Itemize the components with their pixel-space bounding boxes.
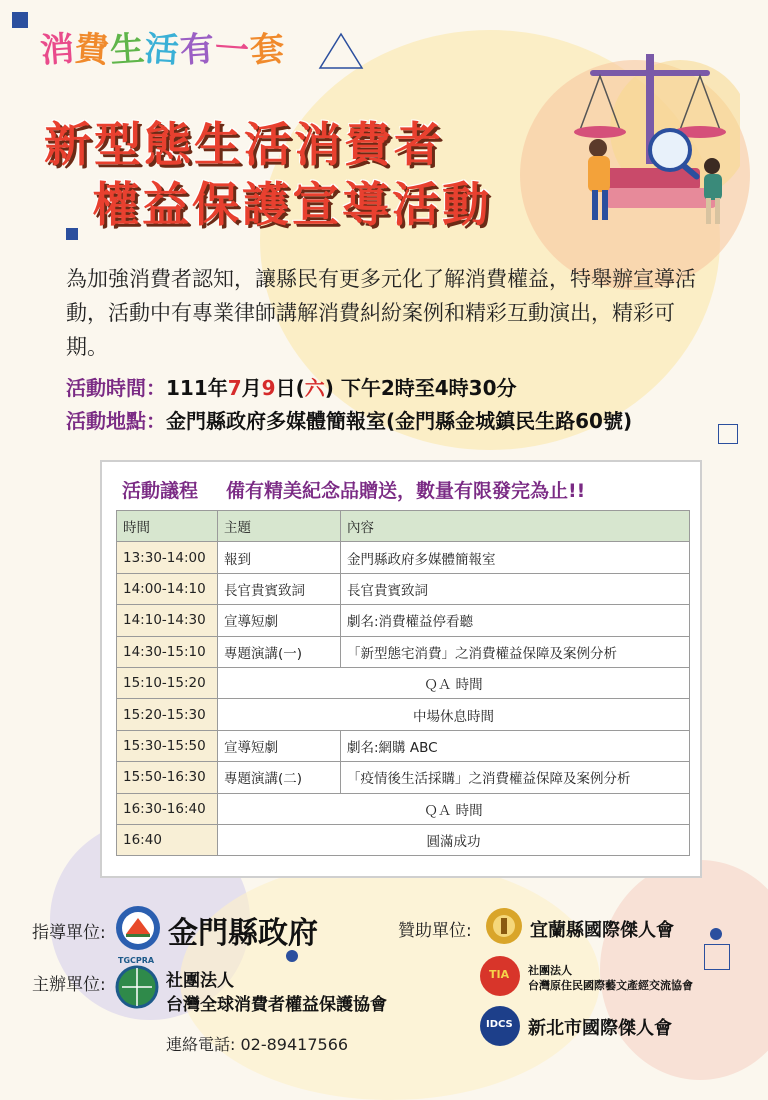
tgcpra-badge-text: TGCPRA — [118, 956, 155, 965]
agenda-card — [100, 460, 702, 878]
agenda-col-topic: 主題 — [218, 511, 341, 542]
deco-dot — [710, 928, 722, 940]
event-time-label: 活動時間： — [66, 376, 166, 400]
agenda-cell-time: 14:30-15:10 — [117, 636, 218, 667]
intro-paragraph: 為加強消費者認知，讓縣民有更多元化了解消費權益，特舉辦宣導活動，活動中有專業律師講解消費糾紛案例和精彩互動演出，精彩可期。 — [66, 267, 696, 359]
tgcpra-logo-icon — [112, 956, 162, 1010]
guide-org: 金門縣政府 — [168, 916, 318, 951]
agenda-col-content: 內容 — [341, 511, 690, 542]
scale-illustration-icon — [560, 40, 740, 230]
table-row — [117, 605, 690, 636]
agenda-header — [122, 476, 585, 503]
agenda-header-row — [117, 511, 690, 542]
table-row — [117, 573, 690, 604]
agenda-col-time: 時間 — [117, 511, 218, 542]
bg-blob-pink — [600, 860, 768, 1080]
agenda-cell-time: 14:10-14:30 — [117, 605, 218, 636]
tagline-char: 有 — [178, 28, 217, 72]
sponsor-2-line-1: 社團法人 — [528, 964, 572, 977]
agenda-cell-content: 劇名:消費權益停看聽 — [341, 605, 690, 636]
sponsor-3-name: 新北市國際傑人會 — [528, 1018, 672, 1039]
agenda-cell-topic: 專題演講(一) — [218, 636, 341, 667]
event-time-day: 9 — [261, 376, 276, 400]
tia-logo-icon — [480, 956, 520, 996]
agenda-cell-topic: 宣導短劇 — [218, 730, 341, 761]
jaycee-logo-icon — [484, 906, 524, 946]
tagline-char: 一 — [213, 28, 252, 72]
deco-square — [12, 12, 28, 28]
agenda-cell-time: 13:30-14:00 — [117, 542, 218, 573]
event-time-line — [66, 372, 517, 401]
event-place-line — [66, 405, 632, 434]
agenda-cell-topic: 專題演講(二) — [218, 762, 341, 793]
idcs-badge-text: IDCS — [486, 1019, 513, 1030]
tagline-char: 活 — [143, 28, 182, 72]
agenda-cell-time: 14:00-14:10 — [117, 573, 218, 604]
agenda-cell-time: 15:30-15:50 — [117, 730, 218, 761]
tagline-char: 套 — [248, 28, 287, 72]
agenda-cell-time: 16:40 — [117, 824, 218, 855]
deco-square-outline — [704, 944, 730, 970]
table-row — [117, 824, 690, 855]
table-row — [117, 542, 690, 573]
agenda-cell-topic: 長官貴賓致詞 — [218, 573, 341, 604]
contact-phone: 連絡電話: 02-89417566 — [166, 1035, 349, 1054]
tagline-char: 費 — [73, 28, 112, 72]
host-org-line-1: 社團法人 — [166, 971, 234, 991]
agenda-cell-time: 15:50-16:30 — [117, 762, 218, 793]
guide-label: 指導單位: — [32, 923, 106, 943]
deco-triangle-icon — [318, 32, 364, 70]
event-place-value: 金門縣政府多媒體簡報室(金門縣金城鎮民生路60號) — [166, 409, 633, 433]
tia-badge-text: TIA — [489, 968, 510, 981]
sponsor-label: 贊助單位: — [398, 921, 472, 941]
government-seal-icon — [114, 904, 162, 952]
agenda-cell-merged: 圓滿成功 — [218, 824, 690, 855]
table-row — [117, 636, 690, 667]
table-row — [117, 793, 690, 824]
host-label: 主辦單位: — [32, 975, 106, 995]
tagline-char: 消 — [38, 28, 77, 72]
table-row — [117, 730, 690, 761]
agenda-cell-content: 「疫情後生活採購」之消費權益保障及案例分析 — [341, 762, 690, 793]
idcs-logo-icon — [480, 1006, 520, 1046]
event-time-close: ) — [324, 376, 334, 400]
agenda-cell-topic: 宣導短劇 — [218, 605, 341, 636]
event-place-label: 活動地點： — [66, 409, 166, 433]
deco-square-outline — [718, 424, 738, 444]
agenda-cell-topic: 報到 — [218, 542, 341, 573]
event-time-year: 111年 — [166, 376, 228, 400]
event-time-rest: 下午2時至4時30分 — [333, 376, 517, 400]
sponsor-1-name: 宜蘭縣國際傑人會 — [530, 920, 674, 941]
tagline — [40, 22, 285, 71]
agenda-cell-merged: ＱＡ 時間 — [218, 793, 690, 824]
event-time-month-unit: 月 — [241, 376, 262, 400]
agenda-cell-content: 長官貴賓致詞 — [341, 573, 690, 604]
table-row — [117, 699, 690, 730]
agenda-cell-time: 16:30-16:40 — [117, 793, 218, 824]
agenda-cell-content: 金門縣政府多媒體簡報室 — [341, 542, 690, 573]
table-row — [117, 667, 690, 698]
deco-square — [66, 228, 78, 240]
tgcpra-globe-icon — [112, 960, 162, 1010]
agenda-cell-merged: 中場休息時間 — [218, 699, 690, 730]
sponsor-2-line-2: 台灣原住民國際藝文產經交流協會 — [528, 979, 693, 992]
agenda-cell-content: 「新型態宅消費」之消費權益保障及案例分析 — [341, 636, 690, 667]
host-org-line-2: 台灣全球消費者權益保護協會 — [166, 995, 387, 1015]
agenda-note: 備有精美紀念品贈送，數量有限發完為止!! — [226, 480, 586, 502]
headline-line-1: 新型態生活消費者 — [44, 118, 444, 173]
agenda-cell-content: 劇名:網購 ABC — [341, 730, 690, 761]
headline-line-2: 權益保護宣導活動 — [92, 178, 492, 233]
event-time-day-unit: 日( — [275, 376, 305, 400]
agenda-cell-time: 15:20-15:30 — [117, 699, 218, 730]
agenda-cell-merged: ＱＡ 時間 — [218, 667, 690, 698]
agenda-table — [116, 510, 690, 856]
tagline-char: 生 — [108, 28, 147, 72]
event-time-month: 7 — [227, 376, 242, 400]
event-time-weekday: 六 — [304, 376, 325, 400]
table-row — [117, 762, 690, 793]
agenda-cell-time: 15:10-15:20 — [117, 667, 218, 698]
agenda-title: 活動議程 — [122, 480, 199, 502]
